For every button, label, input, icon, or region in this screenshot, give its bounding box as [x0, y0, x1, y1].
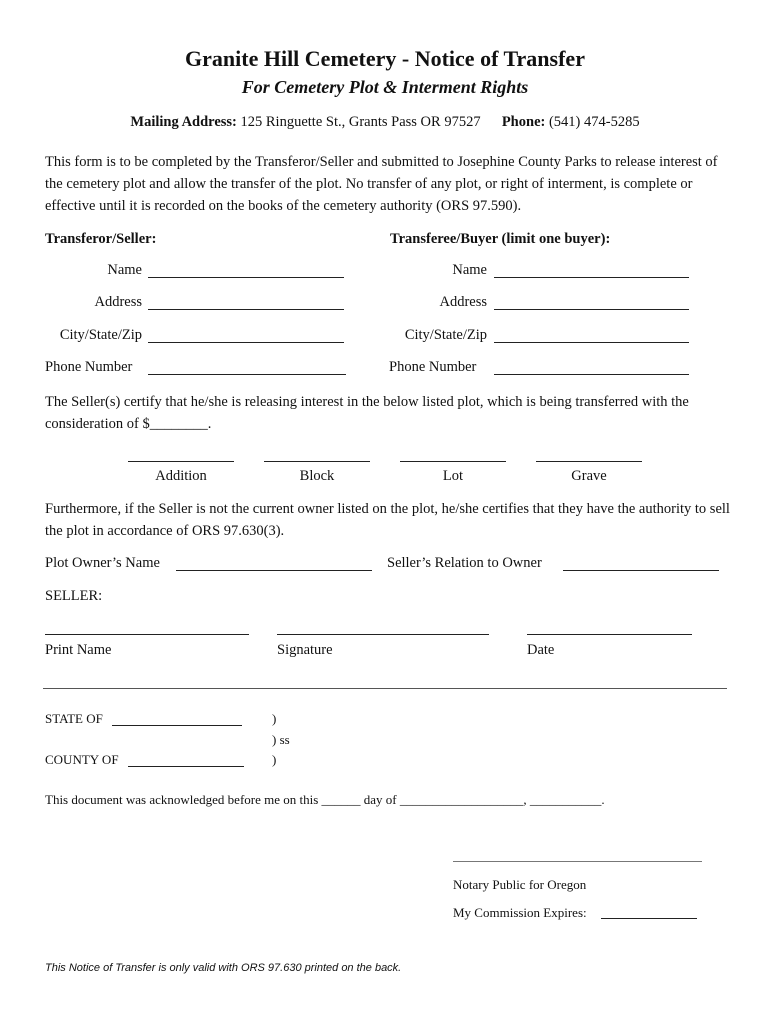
- notary-signature-field[interactable]: [453, 861, 702, 862]
- state-of-label: STATE OF: [45, 711, 103, 726]
- buyer-city-label: City/State/Zip: [404, 327, 487, 343]
- grave-field[interactable]: [536, 461, 642, 462]
- buyer-address-field[interactable]: [494, 309, 689, 310]
- block-field[interactable]: [264, 461, 370, 462]
- signature-label: Signature: [277, 642, 333, 658]
- seller-name-label: Name: [107, 262, 142, 278]
- notary-paren-top: ): [272, 711, 277, 726]
- footer-note: This Notice of Transfer is only valid with ORS 97.630 printed on the back.: [45, 962, 402, 974]
- commission-expires-label: My Commission Expires:: [453, 905, 587, 920]
- notary-ss: ) ss: [272, 732, 290, 747]
- plot-owner-field[interactable]: [176, 570, 372, 571]
- buyer-phone-field[interactable]: [494, 374, 689, 375]
- mailing-address-value: 125 Ringuette St., Grants Pass OR 97527: [240, 114, 481, 130]
- mailing-line: [0, 114, 770, 131]
- buyer-city-field[interactable]: [494, 342, 689, 343]
- print-name-field[interactable]: [45, 634, 249, 635]
- lot-field[interactable]: [400, 461, 506, 462]
- block-label: Block: [299, 468, 335, 484]
- date-field[interactable]: [527, 634, 692, 635]
- document-title: Granite Hill Cemetery - Notice of Transfer: [185, 46, 585, 71]
- certify-paragraph: The Seller(s) certify that he/she is releasing interest in the below listed plot, which is being transferred with the consideration of $________.: [45, 394, 689, 432]
- seller-signature-heading: SELLER:: [45, 588, 103, 604]
- document-subtitle: For Cemetery Plot & Interment Rights: [241, 77, 529, 97]
- acknowledgement-text: This document was acknowledged before me on this ______ day of ___________________, ___________.: [45, 792, 605, 807]
- phone-value: (541) 474-5285: [548, 114, 640, 130]
- furthermore-paragraph: Furthermore, if the Seller is not the current owner listed on the plot, he/she certifies that they have the authority to sell the plot in accordance of ORS 97.630(3).: [45, 501, 730, 539]
- relation-label: Seller’s Relation to Owner: [387, 555, 542, 571]
- print-name-label: Print Name: [45, 642, 112, 658]
- relation-field[interactable]: [563, 570, 719, 571]
- seller-phone-label: Phone Number: [45, 359, 133, 375]
- buyer-phone-label: Phone Number: [389, 359, 477, 375]
- seller-address-field[interactable]: [148, 309, 344, 310]
- commission-expires-field[interactable]: [601, 918, 697, 919]
- state-of-field[interactable]: [112, 725, 242, 726]
- buyer-name-label: Name: [452, 262, 487, 278]
- seller-heading: Transferor/Seller:: [45, 231, 157, 247]
- buyer-heading: Transferee/Buyer (limit one buyer):: [390, 231, 611, 247]
- seller-name-field[interactable]: [148, 277, 344, 278]
- seller-address-label: Address: [94, 294, 142, 310]
- phone-label: Phone:: [501, 114, 546, 130]
- lot-label: Lot: [442, 468, 464, 484]
- intro-paragraph: This form is to be completed by the Transferor/Seller and submitted to Josephine County Parks to release interest of the cemetery plot and allow the transfer of the plot. No transfer of any plot, or right of interment, is complete or effective until it is recorded on the books of the cemetery authority (ORS 97.590).: [45, 154, 718, 214]
- buyer-address-label: Address: [439, 294, 487, 310]
- county-of-field[interactable]: [128, 766, 244, 767]
- notary-public-label: Notary Public for Oregon: [453, 877, 587, 892]
- mailing-address-label: Mailing Address:: [130, 114, 237, 130]
- buyer-name-field[interactable]: [494, 277, 689, 278]
- grave-label: Grave: [571, 468, 607, 484]
- date-label: Date: [527, 642, 555, 658]
- plot-owner-label: Plot Owner’s Name: [45, 555, 160, 571]
- seller-city-label: City/State/Zip: [59, 327, 142, 343]
- county-of-label: COUNTY OF: [45, 752, 119, 767]
- notary-paren-bottom: ): [272, 752, 277, 767]
- section-divider: [43, 688, 727, 689]
- seller-city-field[interactable]: [148, 342, 344, 343]
- addition-label: Addition: [155, 468, 207, 484]
- signature-field[interactable]: [277, 634, 489, 635]
- addition-field[interactable]: [128, 461, 234, 462]
- seller-phone-field[interactable]: [148, 374, 346, 375]
